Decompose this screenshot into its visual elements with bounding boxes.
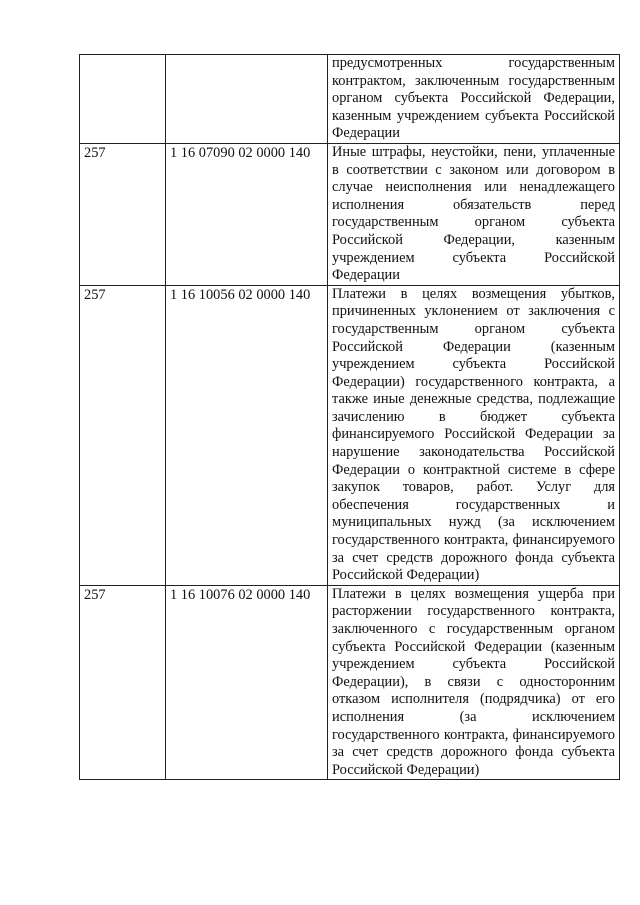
revenue-name-cell: предусмотренных государственным контрактом, заключенным государственным органом субъекта Российской Федерации, казенным учреждением субъекта Российской Федерации [328, 55, 620, 144]
table-row [80, 585, 620, 780]
table-row [80, 143, 620, 285]
budget-code-cell: 1 16 10076 02 0000 140 [166, 585, 328, 780]
revenue-name-cell: Иные штрафы, неустойки, пени, уплаченные в соответствии с законом или договором в случае неисполнения или ненадлежащего исполнения обязательств перед государственным органом субъекта Российской Федерации, казенным учреждением субъекта Российской Федерации [328, 143, 620, 285]
admin-code-cell: 257 [80, 585, 166, 780]
revenue-name-cell: Платежи в целях возмещения ущерба при расторжении государственного контракта, заключенного с государственным органом субъекта Российской Федерации (казенным учреждением субъекта Российской Федерации), в связи с односторонним отказом исполнителя (подрядчика) от его исполнения (за исключением государственного контракта, финансируемого за счет средств дорожного фонда субъекта Российской Федерации) [328, 585, 620, 780]
budget-code-cell [166, 55, 328, 144]
admin-code-cell: 257 [80, 143, 166, 285]
revenue-name-cell: Платежи в целях возмещения убытков, причиненных уклонением от заключения с государственным органом субъекта Российской Федерации (казенным учреждением субъекта Российской Федерации) государственного контракта, а также иные денежные средства, подлежащие зачислению в бюджет субъекта финансируемого Российской Федерации за нарушение законодательства Российской Федерации о контрактной системе в сфере закупок товаров, работ. Услуг для обеспечения государственных и муниципальных нужд (за исключением государственного контракта, финансируемого за счет средств дорожного фонда субъекта Российской Федерации) [328, 285, 620, 585]
table-row [80, 285, 620, 585]
admin-code-cell: 257 [80, 285, 166, 585]
table-row [80, 55, 620, 144]
budget-code-cell: 1 16 07090 02 0000 140 [166, 143, 328, 285]
budget-code-cell: 1 16 10056 02 0000 140 [166, 285, 328, 585]
revenue-codes-table [79, 54, 620, 780]
admin-code-cell [80, 55, 166, 144]
